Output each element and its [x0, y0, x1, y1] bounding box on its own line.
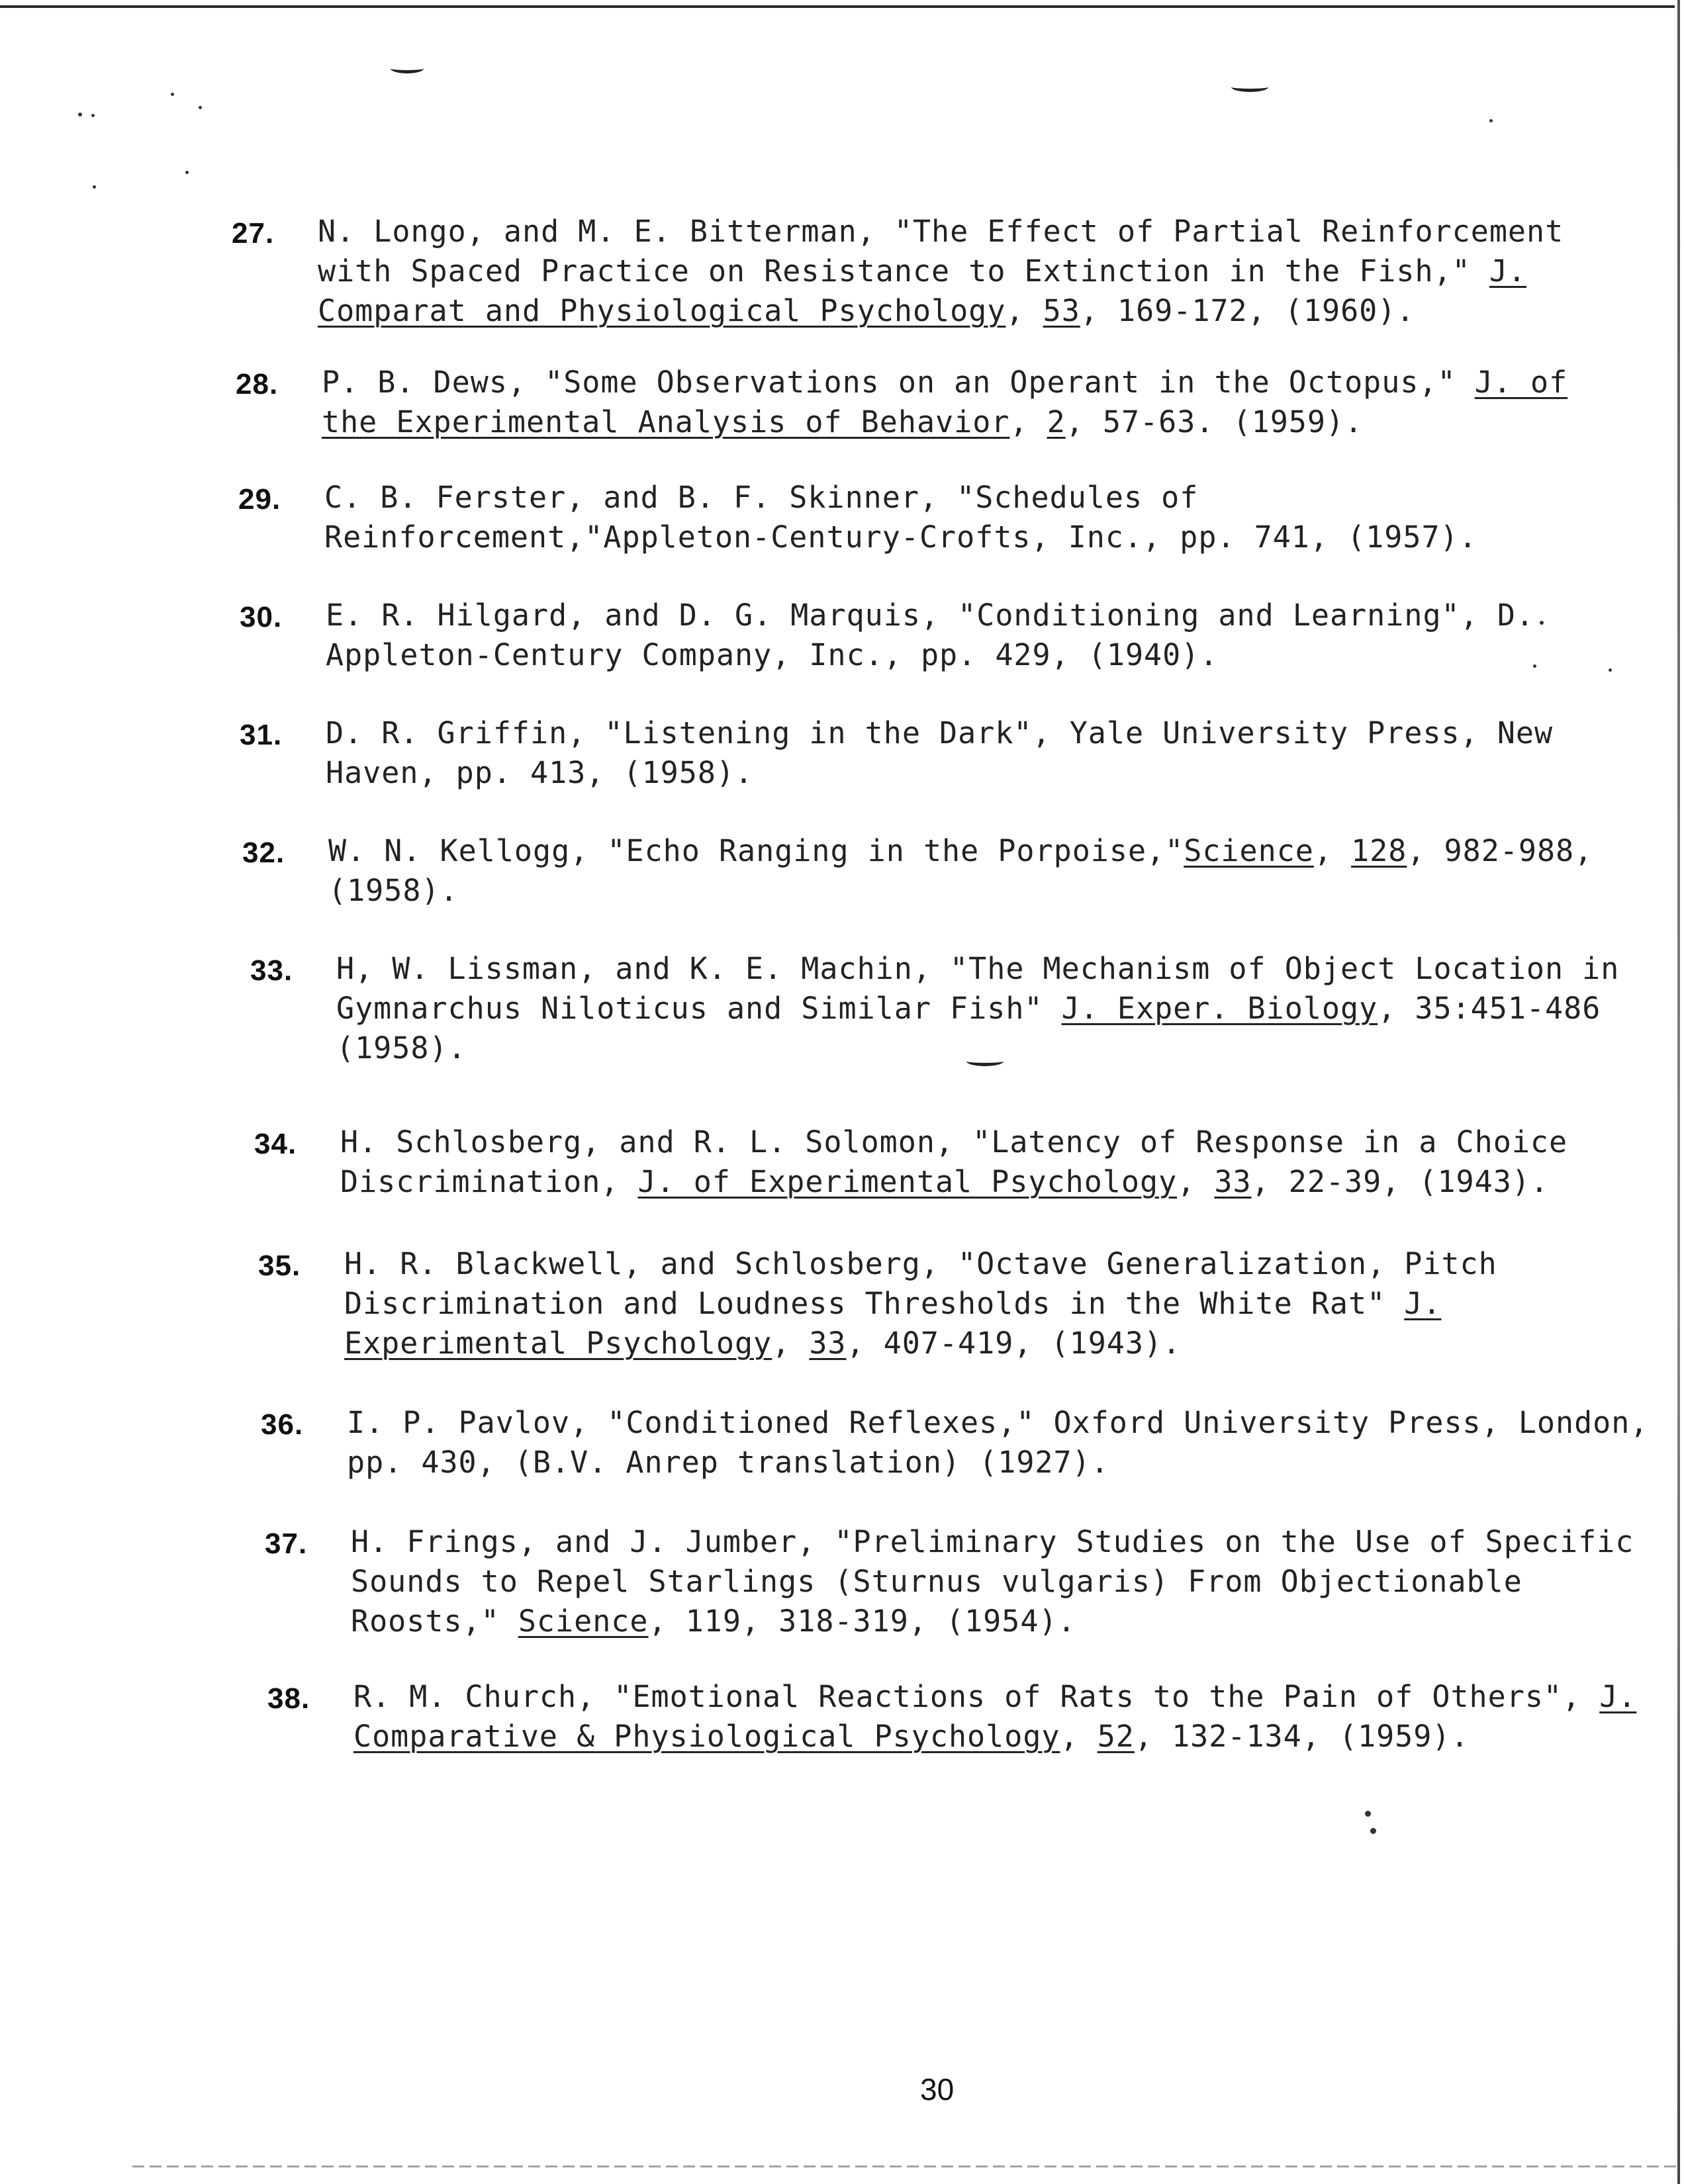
reference-number: 37.	[265, 1527, 308, 1560]
reference-text	[322, 363, 1639, 442]
citation-text: ,	[1313, 833, 1352, 868]
citation-text: E. R. Hilgard, and D. G. Marquis, "Conditioning and Learning", D. Appleton-Century Company, Inc., pp. 429, (1940).	[326, 598, 1534, 672]
citation-text: D. R. Griffin, "Listening in the Dark", Yale University Press, New Haven, pp. 413, (1958).	[326, 715, 1554, 790]
scan-speck	[78, 113, 82, 116]
reference-text	[336, 949, 1654, 1068]
reference-text	[340, 1122, 1658, 1202]
citation-text: P. B. Dews, "Some Observations on an Operant in the Octopus,"	[322, 365, 1475, 400]
scan-speck	[1365, 1811, 1371, 1817]
underlined-title: 52	[1097, 1719, 1135, 1754]
scan-speck	[171, 93, 174, 96]
scan-speck	[1370, 1828, 1376, 1834]
right-page-edge	[1677, 0, 1680, 2184]
reference-text	[344, 1244, 1661, 1363]
underlined-title: J. Experimental Psychology	[344, 1286, 1442, 1361]
citation-text: I. P. Pavlov, "Conditioned Reflexes," Oxford University Press, London, pp. 430, (B.V. Anrep translation) (1927).	[347, 1405, 1649, 1480]
underlined-title: 33	[1214, 1164, 1252, 1199]
citation-text: ,	[1006, 293, 1043, 328]
citation-text: ,	[1177, 1164, 1215, 1199]
scan-speck	[199, 106, 202, 109]
underlined-title: J. Comparat and Physiological Psychology	[318, 253, 1527, 328]
citation-text: , 119, 318-319, (1954).	[648, 1604, 1076, 1639]
underlined-title: Science	[1184, 833, 1314, 868]
citation-text: , 57-63. (1959).	[1065, 404, 1364, 439]
citation-text: N. Longo, and M. E. Bitterman, "The Effect of Partial Reinforcement with Spaced Practice on Resistance to Extinction in the Fish,"	[318, 214, 1564, 289]
citation-text: W. N. Kellogg, "Echo Ranging in the Porpoise,"	[328, 833, 1184, 868]
reference-number: 38.	[267, 1682, 310, 1715]
citation-text: H, W. Lissman, and K. E. Machin, "The Mechanism of Object Location in Gymnarchus Niloticus and Similar Fish"	[336, 951, 1620, 1026]
underlined-title: 53	[1043, 293, 1080, 328]
underlined-title: 128	[1351, 833, 1407, 868]
underlined-title: 2	[1047, 404, 1066, 439]
reference-text	[326, 713, 1643, 793]
scan-speck	[185, 171, 189, 174]
reference-number: 32.	[242, 837, 285, 869]
underlined-title: J. Exper. Biology	[1061, 991, 1378, 1026]
reference-number: 34.	[254, 1128, 297, 1160]
reference-number: 31.	[240, 719, 283, 751]
reference-text	[328, 831, 1646, 911]
reference-text	[318, 212, 1635, 331]
scan-speck	[91, 114, 95, 117]
citation-text: , 132-134, (1959).	[1134, 1719, 1470, 1754]
page-number: 30	[920, 2072, 955, 2107]
citation-text: H. Schlosberg, and R. L. Solomon, "Latency of Response in a Choice Discrimination,	[340, 1124, 1568, 1199]
scan-speck	[1489, 119, 1493, 122]
reference-number: 30.	[240, 601, 283, 633]
bottom-page-edge	[132, 2165, 1681, 2167]
citation-text: ,	[1009, 404, 1047, 439]
citation-text: ,	[772, 1326, 810, 1361]
reference-number: 33.	[250, 954, 293, 987]
reference-number: 27.	[232, 217, 275, 250]
top-edge-rule	[0, 5, 1675, 8]
scan-mark-left	[391, 64, 424, 73]
reference-text	[347, 1403, 1664, 1482]
reference-number: 28.	[236, 368, 279, 400]
citation-text: , 169-172, (1960).	[1080, 293, 1415, 328]
citation-text: , 407-419, (1943).	[846, 1326, 1182, 1361]
underlined-title: Science	[518, 1604, 649, 1639]
reference-text	[353, 1677, 1671, 1756]
reference-number: 29.	[238, 483, 281, 516]
citation-text: C. B. Ferster, and B. F. Skinner, "Schedules of Reinforcement,"Appleton-Century-Crofts, Inc., pp. 741, (1957).	[324, 480, 1477, 555]
reference-number: 35.	[258, 1250, 301, 1282]
scan-mark-right	[1231, 82, 1268, 92]
citation-text: H. R. Blackwell, and Schlosberg, "Octave Generalization, Pitch Discrimination and Loudness Thresholds in the White Rat"	[344, 1246, 1497, 1321]
citation-text: , 22-39, (1943).	[1251, 1164, 1550, 1199]
reference-text	[351, 1522, 1668, 1641]
underlined-title: J. Comparative & Physiological Psychology	[353, 1679, 1637, 1754]
underlined-title: J. of the Experimental Analysis of Behavior	[322, 365, 1568, 439]
citation-text: , 982-988, (1958).	[328, 833, 1593, 908]
citation-text: H. Frings, and J. Jumber, "Preliminary Studies on the Use of Specific Sounds to Repel Starlings (Sturnus vulgaris) From Objectionable Roosts,"	[351, 1524, 1634, 1639]
underlined-title: 33	[809, 1326, 847, 1361]
underlined-title: J. of Experimental Psychology	[637, 1164, 1178, 1199]
scan-speck	[93, 185, 96, 189]
reference-number: 36.	[261, 1408, 304, 1441]
reference-text	[324, 478, 1642, 557]
reference-text	[326, 596, 1643, 675]
citation-text: R. M. Church, "Emotional Reactions of Rats to the Pain of Others",	[353, 1679, 1600, 1714]
citation-text: ,	[1060, 1719, 1098, 1754]
citation-text: , 35:451-486 (1958).	[336, 991, 1601, 1066]
